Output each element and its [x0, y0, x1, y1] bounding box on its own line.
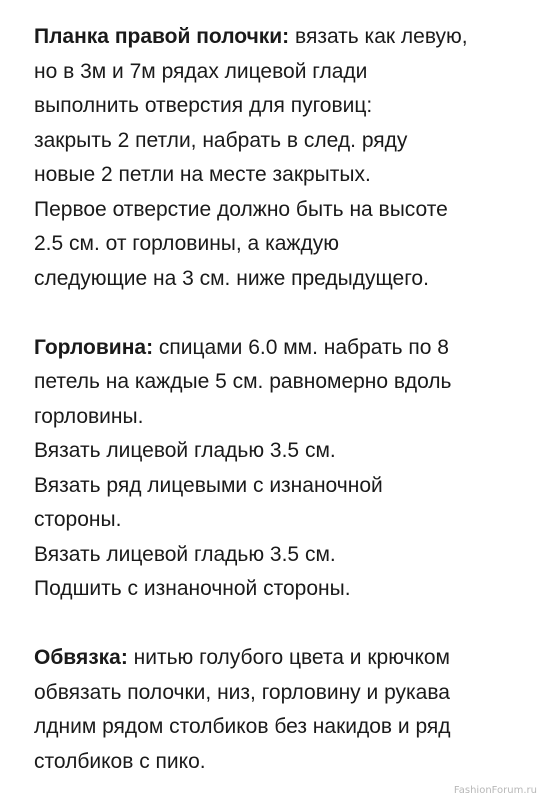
paragraph-line: петель на каждые 5 см. равномерно вдоль: [34, 370, 452, 393]
paragraph-text: спицами 6.0 мм. набрать по 8: [153, 335, 449, 359]
paragraph-line: новые 2 петли на месте закрытых.: [34, 163, 371, 186]
paragraph-line: стороны.: [34, 508, 122, 531]
paragraph-line: Вязать лицевой гладью 3.5 см.: [34, 542, 336, 566]
paragraph-line: Подшить с изнаночной стороны.: [34, 577, 351, 600]
paragraph-text: нитью голубого цвета и крючком: [127, 646, 450, 669]
paragraph-line: столбиков с пико.: [34, 749, 206, 773]
paragraph-line: выполнить отверстия для пуговиц:: [34, 94, 373, 117]
paragraph-line: горловины.: [34, 404, 144, 428]
paragraph-first-line: [34, 20, 530, 55]
paragraph-heading: Обвязка:: [34, 646, 128, 669]
paragraph-line: Вязать лицевой гладью 3.5 см.: [34, 439, 336, 462]
paragraph-heading: Планка правой полочки:: [34, 25, 290, 48]
paragraph-line: обвязать полочки, низ, горловину и рукава: [34, 680, 450, 704]
paragraph-first-line: [34, 641, 530, 676]
paragraph-line: Первое отверстие должно быть на высоте: [34, 197, 448, 221]
paragraph-line: 2.5 см. от горловины, а каждую: [34, 232, 339, 255]
paragraph-neckline: [34, 331, 530, 607]
paragraph-line: но в 3м и 7м рядах лицевой глади: [34, 59, 368, 83]
paragraph-first-line: [34, 331, 530, 366]
paragraph-line: закрыть 2 петли, набрать в след. ряду: [34, 128, 408, 152]
paragraph-edging: [34, 641, 530, 779]
paragraph-line: лдним рядом столбиков без накидов и ряд: [34, 715, 451, 738]
paragraph-right-placket: [34, 20, 530, 296]
paragraph-text: вязать как левую,: [289, 25, 468, 48]
paragraph-line: Вязать ряд лицевыми с изнаночной: [34, 473, 383, 497]
watermark: FashionForum.ru: [453, 785, 537, 796]
paragraph-line: следующие на 3 см. ниже предыдущего.: [34, 266, 429, 290]
paragraph-heading: Горловина:: [34, 335, 154, 359]
document-body: [34, 20, 530, 779]
